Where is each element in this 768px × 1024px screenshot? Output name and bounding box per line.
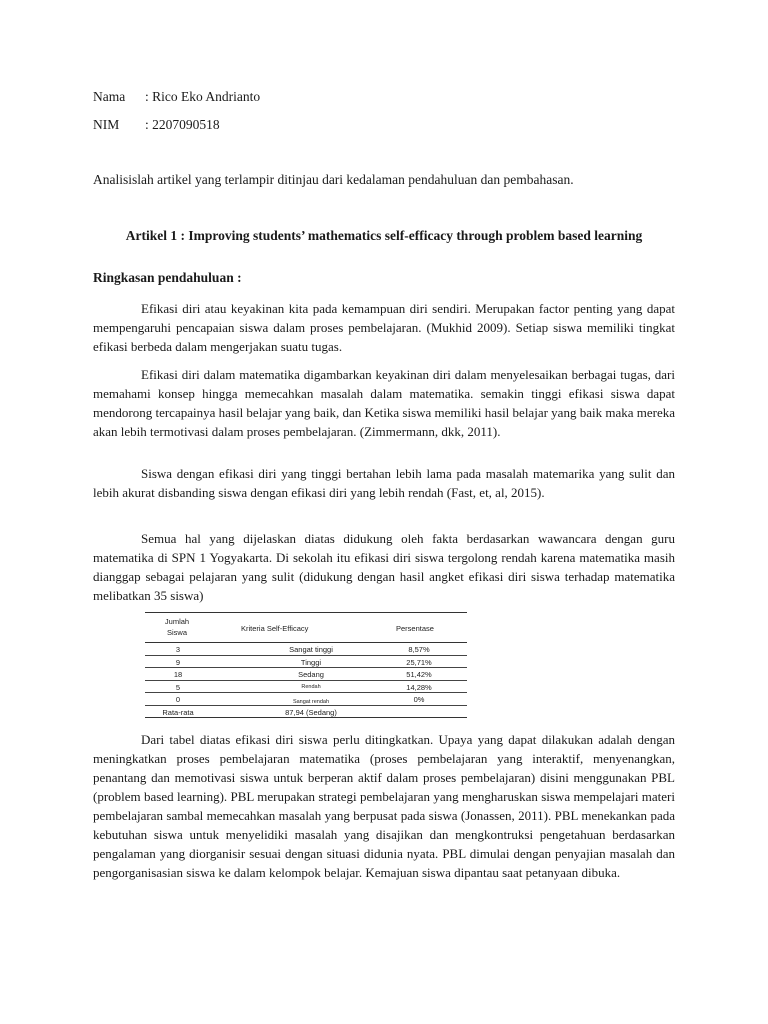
table-row — [145, 693, 467, 706]
nim-label: NIM — [93, 117, 120, 132]
article-title: Artikel 1 : Improving students’ mathematics self-efficacy through problem based learning — [125, 228, 643, 243]
paragraph-5: Dari tabel diatas efikasi diri siswa perlu ditingkatkan. Upaya yang dapat dilakukan adalah dengan meningkatkan proses pembelajaran matematika (proses pembelajaran yang interaktif, menyenangkan, penantang dan memotivasi siswa untuk berperan aktif dalam proses pembelajaran) disini menggunakan PBL (problem based learning). PBL merupakan strategi pembelajaran yang mengharuskan siswa mempelajari materi pembelajaran sambal memecahkan masalah yang berpusat pada siswa (Jonassen, 2011). PBL menekankan pada kebutuhan siswa untuk menyelidiki masalah yang disajikan dan mengkontruksi pengetahuan berdasarkan pengalaman yang diorganisir sesuai dengan situasi didunia nyata. PBL dimulai dengan penyajian masalah dan pengorganisasian siswa ke dalam kelompok belajar. Kemajuan siswa dipantau saat petanyaan dibuka. — [93, 732, 675, 880]
section-title: Ringkasan pendahuluan : — [93, 270, 242, 285]
cell-jumlah: 3 — [175, 645, 181, 654]
paragraph-1: Efikasi diri atau keyakinan kita pada kemampuan diri sendiri. Merupakan factor penting yang dapat mempengaruhi pencapaian siswa dalam proses pembelajaran. (Mukhid 2009). Setiap siswa memiliki tingkat efikasi berbeda dalam mengerjakan suatu tugas. — [93, 301, 675, 354]
cell-persentase: 14,28% — [406, 682, 432, 692]
cell-jumlah: 9 — [175, 657, 181, 667]
header-jumlah-siswa: Jumlah Siswa — [164, 617, 190, 637]
header-kriteria: Kriteria Self-Efficacy — [241, 624, 309, 633]
paragraph-4: Semua hal yang dijelaskan diatas didukung oleh fakta berdasarkan wawancara dengan guru matematika di SPN 1 Yogyakarta. Di sekolah itu efikasi diri siswa tergolong rendah karena matematika masih dianggap sebagai pelajaran yang sulit (didukung dengan hasil angket efikasi diri siswa terhadap matematika melibatkan 35 siswa) — [93, 531, 675, 603]
nama-label: Nama — [93, 89, 126, 104]
nim-line — [93, 117, 220, 133]
cell-persentase: 51,42% — [406, 670, 432, 679]
cell-jumlah: 5 — [175, 682, 181, 692]
cell-kriteria: Sangat tinggi — [289, 645, 333, 654]
paragraph-2: Efikasi diri dalam matematika digambarkan keyakinan diri dalam menyelesaikan berbagai tugas, dari memahami konsep hingga memecahkan masalah dalam matematika. semakin tinggi efikasi siswa dapat mendorong tercapainya hasil belajar yang baik, dan Ketika siswa memiliki hasil belajar yang baik maka mereka akan lebih termotivasi dalam proses pembelajaran. (Zimmermann, dkk, 2011). — [93, 367, 675, 439]
cell-kriteria: Sedang — [298, 670, 324, 679]
table-row — [145, 681, 467, 694]
cell-kriteria: Rendah — [301, 683, 321, 690]
table-row — [145, 643, 467, 656]
cell-persentase: 8,57% — [408, 645, 430, 654]
cell-kriteria: Tinggi — [300, 657, 322, 667]
paragraph-3: Siswa dengan efikasi diri yang tinggi bertahan lebih lama pada masalah matemarika yang sulit dan lebih akurat disbanding siswa dengan efikasi diri yang lebih rendah (Fast, et, al, 2015). — [93, 466, 675, 500]
table-header — [145, 612, 467, 643]
cell-kriteria: Sangat rendah — [292, 699, 330, 705]
nim-value: : 2207090518 — [145, 117, 220, 132]
table-row-average — [145, 706, 467, 719]
instruction-text: Analisislah artikel yang terlampir ditinjau dari kedalaman pendahuluan dan pembahasan. — [93, 172, 574, 187]
cell-rata-rata-label: Rata-rata — [162, 707, 194, 717]
cell-persentase: 25,71% — [406, 657, 432, 667]
cell-rata-rata-value: 87,94 (Sedang) — [285, 707, 337, 717]
table-row — [145, 656, 467, 669]
cell-jumlah: 18 — [173, 670, 183, 679]
self-efficacy-table — [145, 612, 467, 718]
table-row — [145, 668, 467, 681]
cell-persentase: 0% — [413, 695, 425, 704]
header-persentase: Persentase — [396, 624, 434, 633]
nama-value: : Rico Eko Andrianto — [145, 89, 261, 104]
cell-jumlah: 0 — [175, 695, 181, 704]
nama-line — [93, 89, 260, 105]
